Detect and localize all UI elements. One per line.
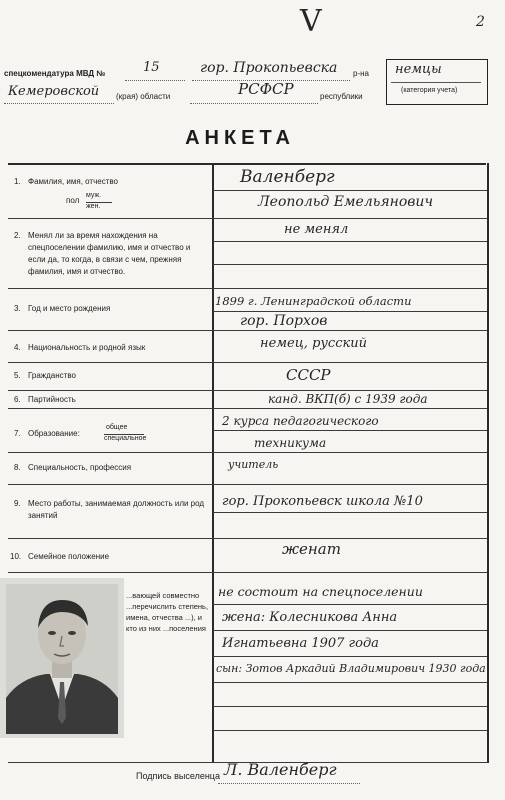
portrait-image bbox=[0, 578, 124, 738]
region-value: Кемеровской bbox=[8, 84, 100, 99]
field-4-label: Национальность и родной язык bbox=[28, 343, 146, 352]
field-2-answer: не менял bbox=[284, 222, 349, 237]
district-label: р-на bbox=[353, 69, 369, 78]
field-10-number: 10. bbox=[10, 552, 22, 561]
field-9-label: Место работы, занимаемая должность или род занятий bbox=[28, 499, 205, 520]
field-1-sex-female: жен. bbox=[86, 203, 101, 210]
field-10-label: Семейное положение bbox=[28, 552, 110, 561]
signature: Л. Валенберг bbox=[224, 760, 337, 779]
field-3-answer-line1: 1899 г. Ленинградской области bbox=[215, 294, 412, 308]
field-3-label: Год и место рождения bbox=[28, 304, 111, 313]
region-label: (края) области bbox=[116, 92, 171, 101]
field-7-answer-line2: техникума bbox=[254, 436, 327, 450]
field-9-number: 9. bbox=[14, 499, 21, 508]
field-11-answer-line1: не состоит на спецпоселении bbox=[218, 584, 423, 599]
field-1-label: Фамилия, имя, отчество bbox=[28, 177, 118, 186]
field-6-label: Партийность bbox=[28, 395, 76, 404]
page-number: 2 bbox=[476, 14, 485, 30]
field-4-number: 4. bbox=[14, 343, 21, 352]
field-5-answer: СССР bbox=[286, 366, 331, 384]
field-5-label: Гражданство bbox=[28, 371, 76, 380]
check-mark: V bbox=[300, 4, 322, 39]
field-8-answer: учитель bbox=[228, 458, 279, 471]
field-9-answer: гор. Прокопьевск школа №10 bbox=[222, 494, 423, 509]
republic-value: РСФСР bbox=[238, 80, 294, 98]
field-4-answer: немец, русский bbox=[260, 336, 367, 351]
field-1-answer-name: Леопольд Емельянович bbox=[258, 194, 434, 210]
field-1-sex-label: пол bbox=[66, 196, 80, 205]
page-title: АНКЕТА bbox=[185, 127, 295, 149]
office-label: спецкомендатура МВД № bbox=[4, 69, 106, 78]
field-5-number: 5. bbox=[14, 371, 21, 380]
field-7-special: специальное bbox=[104, 435, 147, 442]
field-3-number: 3. bbox=[14, 304, 21, 313]
field-11-label: ...вающей совместно ...перечислить степень, имена, отчества ...), и кто из них ...поселения bbox=[126, 591, 209, 633]
field-11-answer-line3: Игнатьевна 1907 года bbox=[222, 636, 379, 651]
field-3-answer-line2: гор. Порхов bbox=[240, 313, 328, 329]
field-11-answer-line4: сын: Зотов Аркадий Владимирович 1930 года bbox=[216, 662, 486, 675]
field-7-general: общее bbox=[106, 424, 128, 431]
category-label: (категория учета) bbox=[401, 87, 458, 94]
signature-label: Подпись выселенца bbox=[136, 771, 220, 781]
category-value: немцы bbox=[395, 62, 442, 77]
field-7-answer-line1: 2 курса педагогического bbox=[222, 414, 379, 428]
category-box bbox=[386, 59, 488, 105]
office-number: 15 bbox=[143, 60, 160, 75]
field-11-answer-line2: жена: Колесникова Анна bbox=[222, 610, 398, 625]
field-6-answer: канд. ВКП(б) с 1939 года bbox=[268, 392, 428, 406]
field-8-label: Специальность, профессия bbox=[28, 463, 132, 472]
field-2-number: 2. bbox=[14, 231, 21, 240]
republic-label: республики bbox=[320, 92, 363, 101]
field-1-sex-male: муж. bbox=[86, 192, 102, 199]
field-1-answer-surname: Валенберг bbox=[240, 167, 335, 187]
field-7-number: 7. bbox=[14, 429, 21, 438]
field-2-label: Менял ли за время нахождения на спецпоселении фамилию, имя и отчество и если да, то когда, в связи с чем, прежняя фамилия, имя и отчество. bbox=[28, 231, 191, 276]
field-1-number: 1. bbox=[14, 177, 21, 186]
field-7-label: Образование: bbox=[28, 429, 80, 438]
field-8-number: 8. bbox=[14, 463, 21, 472]
field-10-answer: женат bbox=[282, 540, 341, 558]
field-6-number: 6. bbox=[14, 395, 21, 404]
person-photo bbox=[0, 578, 124, 738]
district-value: гор. Прокопьевска bbox=[200, 60, 338, 76]
